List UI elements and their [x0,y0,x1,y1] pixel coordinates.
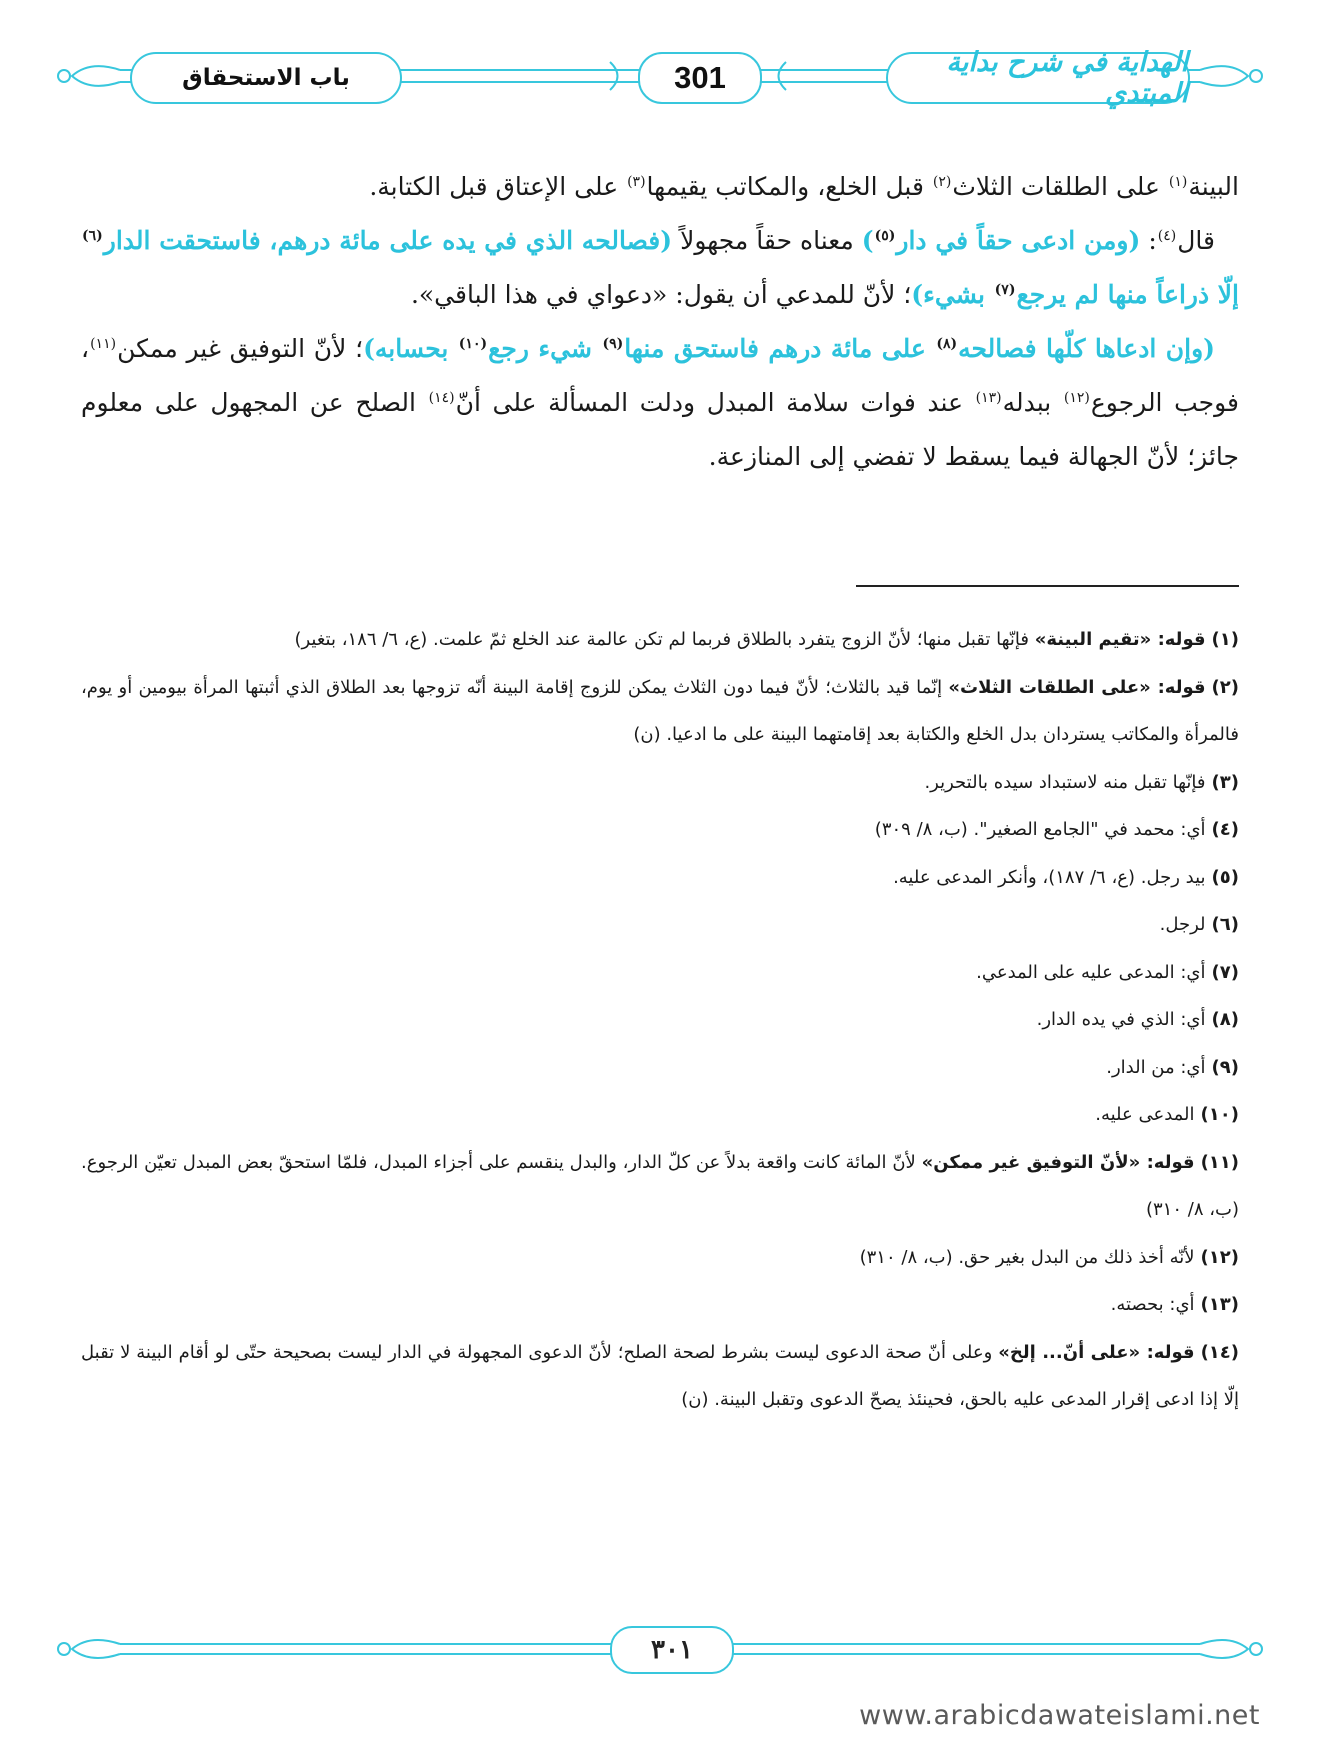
footnote-divider [856,585,1239,587]
footnote-text: بيد رجل. (ع، ٦/ ١٨٧)، وأنكر المدعى عليه. [893,866,1206,888]
text-run: ؛ لأنّ التوفيق غير ممكن [117,334,364,363]
footnote-text: أي: محمد في "الجامع الصغير". (ب، ٨/ ٣٠٩) [874,819,1206,840]
footnote-number: (١١) [1200,1151,1240,1173]
page-header [50,48,1270,112]
footnote-ref: (٤) [1157,227,1177,244]
book-title: الهداية في شرح بداية المبتدي [946,47,1188,109]
footnote-ref: (٧) [994,281,1016,298]
footnote-key: قوله: «على أنّ... إلخ» [998,1341,1195,1363]
text-run: : [1140,226,1157,255]
text-run: الصلح عن المجهول على معلوم جائز؛ لأنّ الجهالة فيما يسقط لا تفضي إلى المنازعة. [81,388,1239,471]
matn-text: (وإن ادعاها كلّها فصالحه [958,334,1215,363]
footnote-text: فإنّها تقبل منه لاستبداد سيده بالتحرير. [924,771,1206,793]
matn-text: (فصالحه الذي في يده على مائة درهم، فاستحقت الدار [103,226,673,255]
footnote-number: (١) [1211,629,1239,650]
footnote-number: (١٣) [1200,1294,1239,1315]
footnote-text: إنّما قيد بالثلاث؛ لأنّ فيما دون الثلاث يمكن للزوج إقامة البينة أنّه تزوجها بعد الطلاق الذي أثبتها المرأة بيومين أو يوم، فالمرأة والمكاتب يستردان بدل الخلع والكتابة بعد إقامتهما البينة على ما ادعيا. (ن) [81,676,1239,745]
matn-text: (ومن ادعى حقاً في دار [896,226,1141,255]
footnote [81,616,1239,664]
footnote [81,1139,1239,1234]
footnote-number: (٤) [1211,819,1239,840]
text-run: البينة [1188,172,1239,201]
text-run: على الطلقات الثلاث [952,172,1168,201]
footnote-ref: (١٤) [428,389,455,406]
footer-page-number-box [610,1626,734,1674]
text-run: على الإعتاق قبل الكتابة. [369,172,627,201]
footnote [81,949,1239,997]
footnote [81,854,1239,902]
footnote-text: أي: بحصته. [1110,1294,1195,1315]
text-run: ؛ لأنّ للمدعي أن يقول: «دعواي في هذا الباقي». [410,280,912,309]
footnote-key: قوله: «لأنّ التوفيق غير ممكن» [921,1151,1195,1173]
page-footer [50,1622,1270,1682]
footnote-ref: (٩) [602,335,624,352]
page-number: 301 [674,60,726,95]
page-number-box [638,52,762,104]
footnote-number: (١٠) [1200,1104,1239,1125]
footnote-number: (٢) [1211,676,1240,698]
footnote [81,664,1239,759]
paragraph-1 [81,160,1239,214]
footnote-ref: (٦) [82,227,103,244]
chapter-title-box [130,52,402,104]
footnote [81,1091,1239,1139]
footnote-ref: (١٠) [458,335,488,352]
paragraph-2 [81,214,1239,322]
footnote-number: (٥) [1211,866,1239,888]
footnote [81,1234,1239,1282]
text-run: قال [1177,226,1215,255]
text-run: عند فوات سلامة المبدل ودلت المسألة على أنّ [455,388,975,417]
footnote-text: لرجل. [1159,914,1206,935]
matn-text: بحسابه) [363,334,458,363]
footnote [81,901,1239,949]
footnote-number: (٣) [1211,771,1239,793]
footnote [81,1281,1239,1329]
matn-text: ) [861,226,874,255]
footnote-ref: (٢) [932,173,952,190]
footnote-number: (٨) [1211,1009,1239,1030]
footnote-ref: (٣) [627,173,646,190]
footer-page-number: ٣٠١ [651,1635,693,1665]
footnote-text: أي: من الدار. [1106,1056,1206,1078]
footnote-text: لأنّ المائة كانت واقعة بدلاً عن كلّ الدار، والبدل ينقسم على أجزاء المبدل، فلمّا استحقّ بعض المبدل تعيّن الرجوع. (ب، ٨/ ٣١٠) [81,1151,1239,1220]
footnote [81,996,1239,1044]
footnote-text: المدعى عليه. [1095,1104,1195,1125]
footnote-key: قوله: «تقيم البينة» [1034,629,1206,650]
text-run: معناه حقاً مجهولاً [672,226,862,255]
chapter-title: باب الاستحقاق [182,65,350,91]
footnote-ref: (٥) [874,227,896,244]
footnote-number: (١٢) [1200,1246,1239,1268]
matn-text: إلّا ذراعاً منها لم يرجع [1016,280,1239,309]
book-title-box [886,47,1190,109]
footnote-key: قوله: «على الطلقات الثلاث» [948,676,1206,698]
footnote-number: (٦) [1211,914,1239,935]
footnote-text: فإنّها تقبل منها؛ لأنّ الزوج يتفرد بالطلاق فربما لم تكن عالمة عند الخلع ثمّ علمت. (ع، ٦/ ١٨٦، بتغير) [294,629,1035,650]
matn-text: شيء رجع [488,334,602,363]
watermark-url: www.arabicdawateislami.net [859,1700,1260,1731]
main-text [81,160,1239,484]
paragraph-3 [81,322,1239,484]
footnote-text: أي: المدعى عليه على المدعي. [976,961,1206,983]
footnote [81,759,1239,807]
footnote-text: لأنّه أخذ ذلك من البدل بغير حق. (ب، ٨/ ٣١٠) [859,1246,1195,1268]
footnote-text: وعلى أنّ صحة الدعوى ليست بشرط لصحة الصلح؛ لأنّ الدعوى المجهولة في الدار ليست بصحيحة حتّى لو أقام البينة لا تقبل إلّا إذا ادعى إقرار المدعى عليه بالحق، فحينئذ يصحّ الدعوى وتقبل البينة. (ن) [81,1341,1239,1410]
text-run: ، فوجب الرجوع [81,334,1239,417]
text-run: ببدله [1002,388,1063,417]
matn-text: على مائة درهم فاستحق منها [624,334,936,363]
footnote-ref: (١٢) [1063,389,1090,406]
footnotes [81,616,1239,1424]
footnote-ref: (١١) [90,335,117,352]
text-run: قبل الخلع، والمكاتب يقيمها [646,172,932,201]
footnote-number: (١٤) [1200,1341,1240,1363]
footnote-number: (٧) [1211,961,1239,983]
footnote-ref: (١٣) [975,389,1002,406]
footnote-text: أي: الذي في يده الدار. [1036,1009,1206,1030]
footnote-number: (٩) [1211,1056,1239,1078]
footnote-ref: (١) [1168,173,1188,190]
footnote [81,1329,1239,1424]
footnote [81,1044,1239,1092]
matn-text: بشيء) [911,280,994,309]
footnote-ref: (٨) [936,335,958,352]
footnote [81,806,1239,854]
